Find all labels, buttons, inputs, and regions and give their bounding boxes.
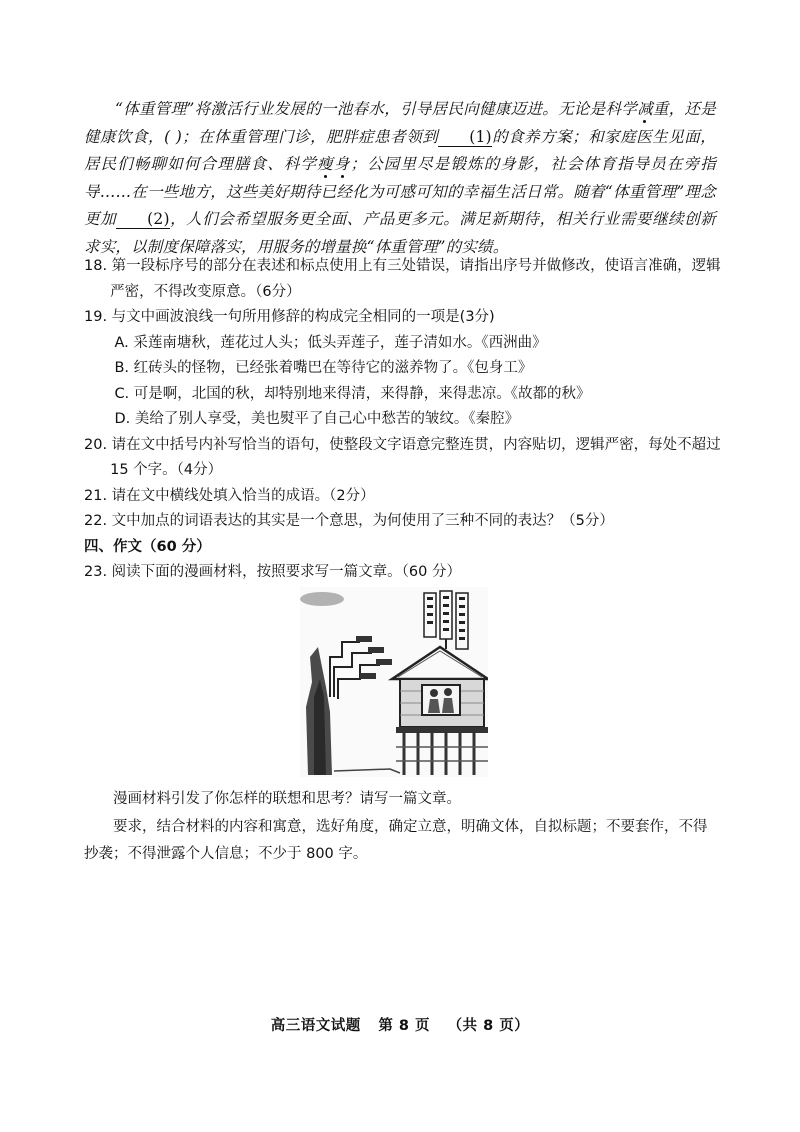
question-23: 23. 阅读下面的漫画材料，按照要求写一篇文章。（60 分） bbox=[84, 564, 461, 580]
paren-blank: ( ) bbox=[164, 127, 183, 146]
passage-text: “体重管理”将激活行业发展的一池春水，引导居民向健康迈进。无论是科学 bbox=[115, 100, 638, 118]
underline-blank-1: (1) bbox=[438, 128, 492, 147]
page-footer bbox=[0, 1014, 800, 1035]
essay-prompt: 漫画材料引发了你怎样的联想和思考？请写一篇文章。 bbox=[113, 791, 461, 807]
dotted-word: 身 bbox=[333, 155, 351, 174]
option-a: A. 采莲南塘秋，莲花过人头；低头弄莲子，莲子清如水。《西洲曲》 bbox=[114, 334, 547, 351]
passage-text: ，人们会希望服务更全面、产品更多元。满足新期待，相关行业需要继续创新求实，以制度保障落实，用服务的增量换“体重管理”的实绩。 bbox=[84, 210, 716, 256]
option-d: D. 美给了别人享受，美也熨平了自己心中愁苦的皱纹。《秦腔》 bbox=[114, 411, 520, 427]
question-list bbox=[84, 254, 724, 586]
essay-requirement: 要求，结合材料的内容和寓意，选好角度，确定立意，明确文体，自拟标题；不要套作，不得抄袭；不得泄露个人信息；不少于 800 字。 bbox=[84, 818, 708, 862]
question-22: 22. 文中加点的词语表达的其实是一个意思，为何使用了三种不同的表达？（5分） bbox=[84, 513, 614, 529]
footer-subject: 高三语文试题 bbox=[270, 1018, 361, 1034]
option-c: C. 可是啊，北国的秋，却特别地来得清，来得静，来得悲凉。《故都的秋》 bbox=[114, 385, 591, 402]
passage-text: ；在体重管理门诊，肥胖症患者领到 bbox=[182, 127, 439, 146]
footer-total: （共 8 页） bbox=[447, 1018, 530, 1034]
section-heading: 四、作文（60 分） bbox=[84, 538, 211, 555]
passage-text: 的食养方案；和家庭医生见面，居民们畅聊如何合理膳食、科学 bbox=[84, 127, 716, 174]
dotted-word: 减 bbox=[637, 100, 653, 118]
passage-text: ；公园里尽是锻炼的身影，社会体育指导员在旁指导……在一些地方，这些美好期待已经化为可感可知的幸福生活日常。随着“体重管理”理念更加 bbox=[84, 155, 716, 229]
passage-text: 重，还是健康饮食， bbox=[84, 100, 716, 146]
essay-instructions bbox=[84, 786, 716, 869]
question-21: 21. 请在文中横线处填入恰当的成语。（2分） bbox=[84, 487, 375, 504]
question-18: 18. 第一段标序号的部分在表述和标点使用上有三处错误，请指出序号并做修改，使语言准确，逻辑严密，不得改变原意。（6分） bbox=[84, 258, 721, 300]
footer-page: 第 8 页 bbox=[378, 1018, 430, 1034]
passage-paragraph bbox=[84, 96, 716, 262]
question-19: 19. 与文中画波浪线一句所用修辞的构成完全相同的一项是(3分) bbox=[84, 309, 495, 325]
cartoon-image bbox=[300, 587, 488, 777]
reading-passage bbox=[84, 96, 716, 262]
option-b: B. 红砖头的怪物，已经张着嘴巴在等待它的滋养物了。《包身工》 bbox=[114, 360, 533, 376]
question-20: 20. 请在文中括号内补写恰当的语句，使整段文字语意完整连贯，内容贴切，逻辑严密，每处不超过 15 个字。（4分） bbox=[84, 436, 721, 478]
dotted-word: 瘦 bbox=[317, 155, 334, 174]
underline-blank-2: (2) bbox=[116, 210, 170, 229]
cartoon-illustration bbox=[300, 587, 488, 777]
